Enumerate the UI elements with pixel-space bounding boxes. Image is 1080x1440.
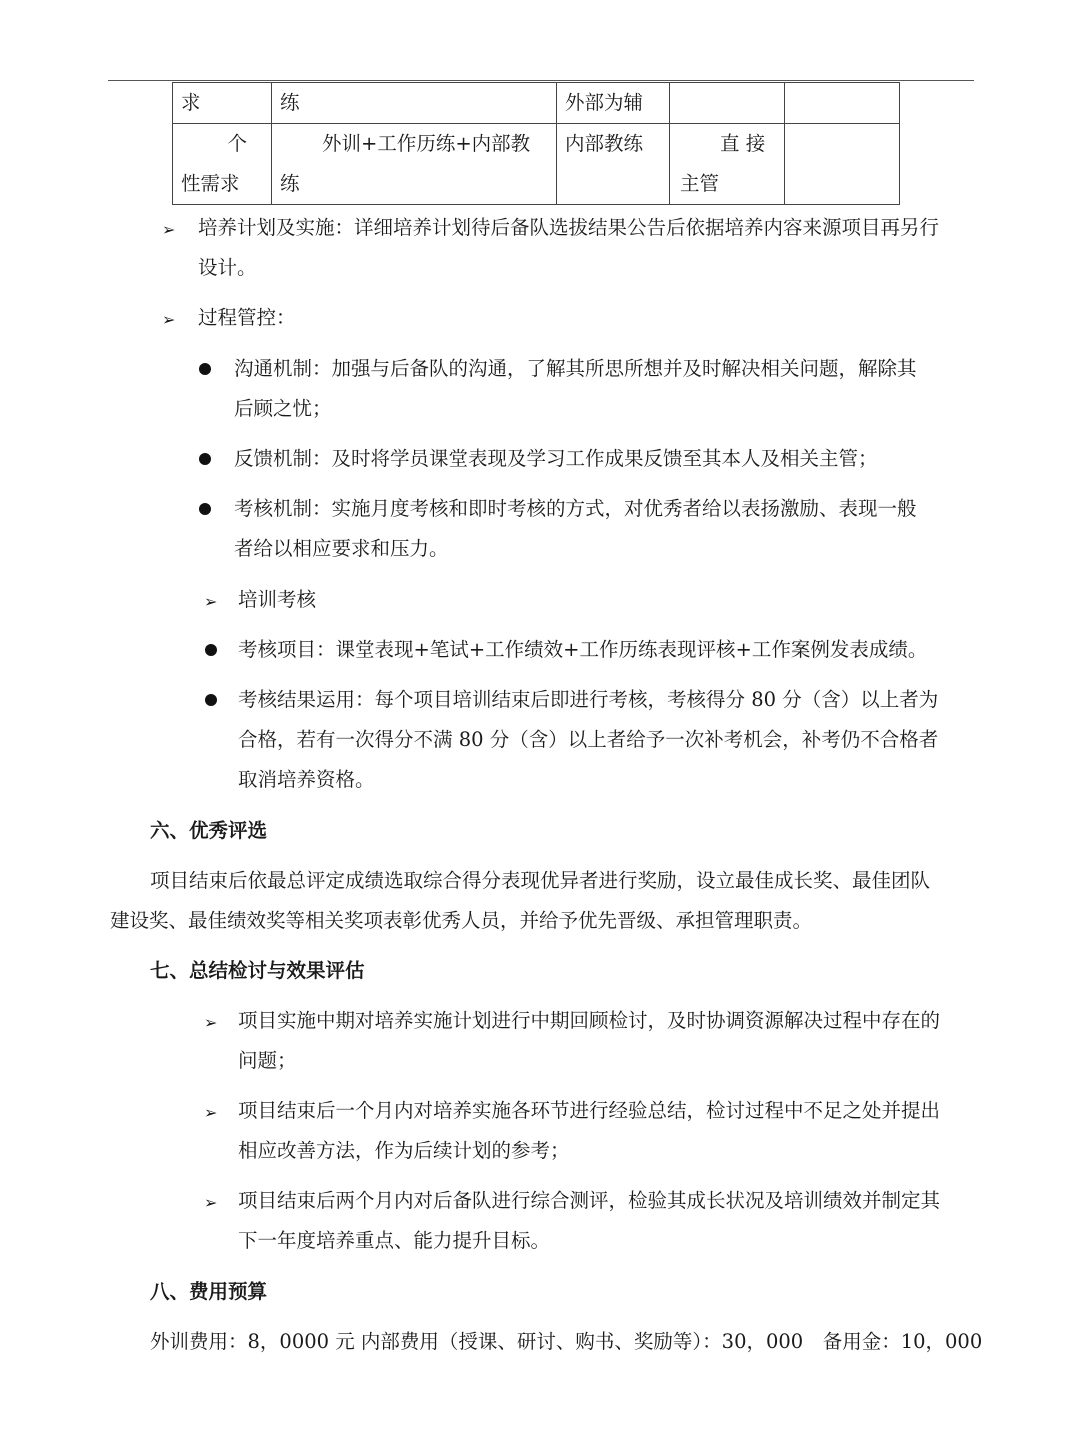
sec7-b2-line-2: 相应改善方法，作为后续计划的参考；	[238, 1139, 570, 1162]
cell-text: 练	[280, 172, 300, 195]
assess-line-2: 者给以相应要求和压力。	[234, 537, 449, 560]
arrow-bullet-icon: ➢	[204, 592, 218, 611]
section-7-title: 七、总结检讨与效果评估	[150, 959, 365, 982]
comm-line-2: 后顾之忧；	[234, 397, 332, 420]
sec7-b3-line-1: 项目结束后两个月内对后备队进行综合测评，检验其成长状况及培训绩效并制定其	[238, 1189, 941, 1212]
feedback-line: 反馈机制：及时将学员课堂表现及学习工作成果反馈至其本人及相关主管；	[234, 447, 878, 470]
table-cell	[785, 124, 900, 205]
cell-text: 外训+工作历练+内部教	[322, 132, 531, 155]
results-line-3: 取消培养资格。	[238, 768, 375, 791]
dot-bullet-icon	[199, 503, 211, 515]
arrow-bullet-icon: ➢	[204, 1193, 218, 1212]
assess-line-1: 考核机制：实施月度考核和即时考核的方式，对优秀者给以表扬激励、表现一般	[234, 497, 917, 520]
table-row	[173, 83, 900, 124]
section-6-para-line-2: 建设奖、最佳绩效奖等相关奖项表彰优秀人员，并给予优先晋级、承担管理职责。	[110, 909, 813, 932]
table-cell	[173, 83, 272, 124]
section-6-para-line-1: 项目结束后依最总评定成绩选取综合得分表现优异者进行奖励，设立最佳成长奖、最佳团队	[150, 869, 931, 892]
table-cell	[173, 124, 272, 205]
dot-bullet-icon	[199, 363, 211, 375]
sec7-b1-line-2: 问题；	[238, 1049, 297, 1072]
cell-text: 内部教练	[565, 132, 644, 155]
arrow-bullet-icon: ➢	[204, 1103, 218, 1122]
table-cell	[557, 124, 670, 205]
results-line-1: 考核结果运用：每个项目培训结束后即进行考核，考核得分 80 分（含）以上者为	[238, 688, 939, 711]
table-cell	[785, 83, 900, 124]
requirements-table	[172, 82, 900, 205]
section-6-title: 六、优秀评选	[150, 819, 268, 842]
sec7-b2-line-1: 项目结束后一个月内对培养实施各环节进行经验总结，检讨过程中不足之处并提出	[238, 1099, 941, 1122]
table-cell	[670, 83, 785, 124]
sec7-b1-line-1: 项目实施中期对培养实施计划进行中期回顾检讨，及时协调资源解决过程中存在的	[238, 1009, 941, 1032]
cell-text: 主管	[680, 172, 720, 195]
cell-text: 求	[181, 91, 201, 114]
table-cell	[272, 124, 557, 205]
table-cell	[557, 83, 670, 124]
dot-bullet-icon	[205, 644, 217, 656]
cell-text: 个	[227, 132, 247, 155]
table-cell	[272, 83, 557, 124]
table-row	[173, 124, 900, 205]
results-line-2: 合格，若有一次得分不满 80 分（含）以上者给予一次补考机会，补考仍不合格者	[238, 728, 939, 751]
plan-line-1: 培养计划及实施：详细培养计划待后备队选拔结果公告后依据培养内容来源项目再另行	[198, 216, 940, 239]
dot-bullet-icon	[199, 453, 211, 465]
dot-bullet-icon	[205, 694, 217, 706]
comm-line-1: 沟通机制：加强与后备队的沟通，了解其所思所想并及时解决相关问题，解除其	[234, 357, 917, 380]
arrow-bullet-icon: ➢	[162, 310, 176, 329]
process-heading: 过程管控：	[198, 306, 296, 329]
training-heading: 培训考核	[238, 588, 317, 611]
items-line: 考核项目：课堂表现+笔试+工作绩效+工作历练表现评核+工作案例发表成绩。	[238, 638, 928, 661]
section-8-title: 八、费用预算	[150, 1280, 268, 1303]
cell-text: 性需求	[181, 172, 240, 195]
table-cell	[670, 124, 785, 205]
plan-line-2: 设计。	[198, 256, 257, 279]
section-8-budget-line: 外训费用：8，0000 元 内部费用（授课、研讨、购书、奖励等）：30，000 备用金：10，000	[150, 1330, 983, 1353]
header-rule	[108, 80, 974, 81]
arrow-bullet-icon: ➢	[204, 1013, 218, 1032]
sec7-b3-line-2: 下一年度培养重点、能力提升目标。	[238, 1229, 551, 1252]
cell-text: 练	[280, 91, 300, 114]
arrow-bullet-icon: ➢	[162, 220, 176, 239]
cell-text: 外部为辅	[565, 91, 644, 114]
cell-text: 直 接	[720, 132, 766, 155]
